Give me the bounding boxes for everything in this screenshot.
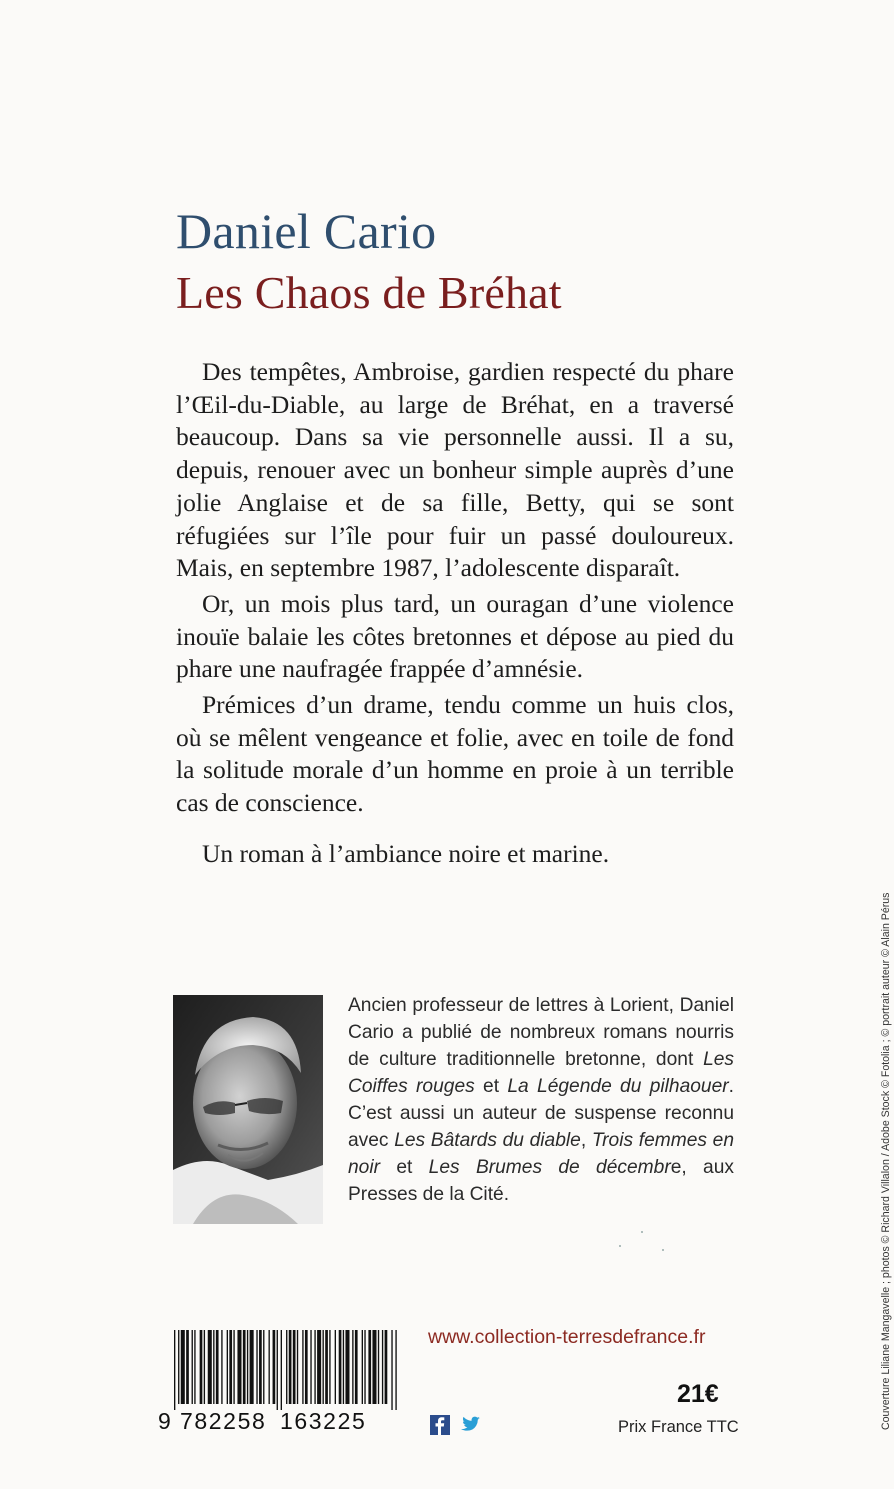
author-portrait — [173, 995, 323, 1224]
twitter-icon[interactable] — [458, 1415, 480, 1435]
bio-book-title: Les Coiffes rouges — [348, 1049, 734, 1097]
synopsis-paragraph: Prémices d’un drame, tendu comme un huis clos, où se mêlent vengeance et folie, avec en toile de fond la solitude morale d’un homme en proie à un terrible cas de conscience. — [176, 690, 734, 818]
synopsis-paragraph: Des tempêtes, Ambroise, gardien respecté du phare l’Œil-du-Diable, au large de Bréhat, en a traversé beaucoup. Dans sa vie personnelle aussi. Il a su, depuis, renouer avec un bonheur simple auprès d’une jolie Anglaise et de sa fille, Betty, qui se sont réfugiées sur l’île pour fuir un passé douloureux. Mais, en septembre 1987, l’adolescente disparaît. — [176, 357, 734, 583]
barcode-bars — [158, 1330, 404, 1410]
book-title: Les Chaos de Bréhat — [176, 267, 562, 318]
synopsis-paragraph: Or, un mois plus tard, un ouragan d’une violence inouïe balaie les côtes bretonnes et dépose au pied du phare une naufragée frappée d’amnésie. — [176, 588, 734, 684]
bio-book-title: Les Brumes de décembr — [428, 1157, 671, 1178]
isbn-first-digit: 9 — [158, 1408, 173, 1434]
bio-book-title: La Légende du pilhaouer — [507, 1076, 729, 1097]
synopsis — [176, 356, 734, 871]
facebook-icon[interactable] — [430, 1415, 450, 1435]
isbn-group-1: 782258 — [180, 1408, 267, 1434]
bio-text: Ancien professeur de lettres à Lorient, Daniel Cario a publié de nombreux romans nourris de culture traditionnelle bretonne, dont — [348, 995, 734, 1070]
author-name: Daniel Cario — [176, 203, 437, 259]
isbn-group-2: 163225 — [280, 1408, 367, 1434]
dust-speck — [662, 1249, 664, 1251]
bio-book-title: Trois femmes en noir — [348, 1130, 734, 1178]
tagline: Un roman à l’ambiance noire et marine. — [202, 838, 610, 868]
bio-text: e, aux Presses de la Cité. — [348, 1157, 734, 1205]
isbn-barcode — [158, 1330, 404, 1440]
social-links — [430, 1414, 480, 1436]
author-portrait-image — [173, 995, 323, 1224]
author-bio — [348, 992, 734, 1208]
dust-speck — [619, 1245, 621, 1247]
bio-text: et — [474, 1076, 508, 1097]
photo-credits: Couverture Liliane Mangavelle ; photos © Richard Villalon / Adobe Stock © Fotolia ; © portrait auteur © Alain Pérus — [880, 892, 892, 1430]
price-label: Prix France TTC — [618, 1418, 739, 1436]
bio-text: et — [380, 1157, 429, 1178]
bio-book-title: Les Bâtards du diable — [394, 1130, 581, 1151]
price: 21€ — [677, 1380, 719, 1408]
bio-text: , — [580, 1130, 592, 1151]
dust-speck — [641, 1231, 643, 1233]
website-link[interactable]: www.collection-terresdefrance.fr — [428, 1326, 706, 1348]
bio-text: . C’est aussi un auteur de suspense reconnu avec — [348, 1076, 735, 1151]
